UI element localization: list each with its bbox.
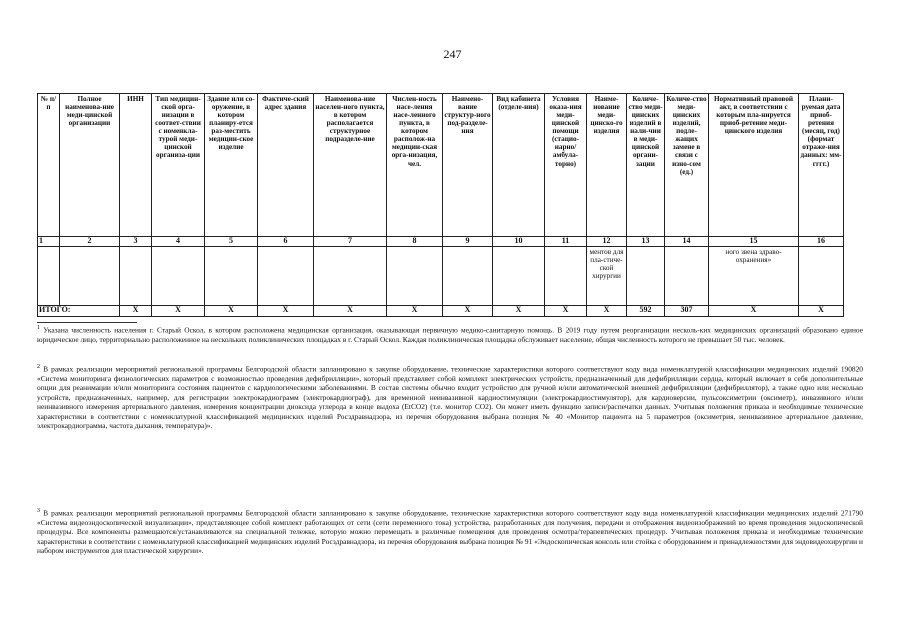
total-x: Х	[205, 305, 258, 316]
column-number: 9	[443, 237, 493, 247]
table-cell	[387, 246, 443, 305]
header-cell: Вид кабинета (отделе-ния)	[493, 94, 545, 237]
header-cell: № п/п	[38, 94, 60, 237]
column-number: 10	[493, 237, 545, 247]
footnote-1-text: Указана численность населения г. Старый Оскол, в котором расположена медицинская организация, оказывающая первичную медико-санитарную помощь. В 2019 году путем реорганизации несколь-ких медицинских организаций образовано единое юридическое лицо, территориально расположенное на нескольких поликлинических площадках в г. Старый Оскол. Каждая поликлиническая площадка обслуживает население, общая численность которого не превышает 50 тыс. человек.	[37, 325, 863, 344]
table-cell	[493, 246, 545, 305]
table-header-row	[38, 94, 844, 237]
footnote-3	[37, 508, 863, 556]
legal-act-cell: ного звена здраво-охранения»	[709, 246, 799, 305]
total-x: Х	[120, 305, 152, 316]
header-cell: Полное наименова-ние меди-цинской организации	[60, 94, 120, 237]
total-x: Х	[799, 305, 844, 316]
footnote-1-mark: 1	[37, 325, 40, 331]
table-cell	[314, 246, 387, 305]
column-number: 1	[38, 237, 60, 247]
footnote-2	[37, 364, 863, 431]
header-cell: Фактиче-ский адрес здания	[258, 94, 314, 237]
total-x: Х	[709, 305, 799, 316]
header-cell: Числен-ность насе-ления насе-ленного пункта, в котором располож-на медицин-ская орга-низация, чел.	[387, 94, 443, 237]
total-x: Х	[493, 305, 545, 316]
total-x: Х	[314, 305, 387, 316]
total-x: Х	[443, 305, 493, 316]
table-cell	[799, 246, 844, 305]
column-number: 3	[120, 237, 152, 247]
column-number: 6	[258, 237, 314, 247]
equipment-table	[37, 93, 844, 317]
header-cell: Количе-ство меди-цинских изделий в нали-чии в меди-цинской органи-зации	[627, 94, 665, 237]
header-cell: Количе-ство меди-цинских изделий, подле-жащих замене в связи с изно-сом (ед.)	[665, 94, 709, 237]
total-x: Х	[258, 305, 314, 316]
total-row	[38, 305, 844, 316]
total-x: Х	[387, 305, 443, 316]
table-cell	[545, 246, 587, 305]
header-cell: ИНН	[120, 94, 152, 237]
table-cell	[258, 246, 314, 305]
device-name-cell: ментов для пла-стиче-ской хирургии	[587, 246, 627, 305]
table-cell	[152, 246, 205, 305]
header-cell: Нормативный правовой акт, в соответствии с которым пла-нируется приоб-ретение меди-цинского изделия	[709, 94, 799, 237]
footnote-2-text: В рамках реализации мероприятий региональной программы Белгородской области запланировано к закупке оборудование, технические характеристики которого соответствуют коду вида номенклатурной классификации медицинских изделий 190820 «Система мониторинга физиологических параметров с возможностью проведения дефибрилляции», который представляет собой комплект электрических устройств, предназначенный для дефибрилляции сердца, который включает в себя дополнительные опции для реанимации и/или мониторинга состояния пациентов с кардиологическими заболеваниями. В состав системы обычно входит устройство для ручной и/или автоматической внешней дефибрилляции (дефибриллятор), а также одно или несколько устройств, предназначенных, например, для регистрации электрокардиограмм (электрокардиограф), для временной неинвазивной кардиостимуляции (электрокардиостимулятор), для кардиоверсии, пульсоксиметрии (оксиметр), инвазивного и/или неинвазивного измерения артериального давления, измерения концентрации диоксида углерода в конце выдоха (EtCO2) (т.е. монитор СО2). Он может иметь функцию записи/распечатки данных. Учитывая положения приказа и необходимые технические характеристики в соответствии с номенклатурной классификацией медицинских изделий Росздравнадзора, из перечня оборудования выбрана позиция № 40 «Монитор пациента на 5 параметров (оксиметрия, неинвазивное артериальное давление, электрокардиограмма, частота дыхания, температура)».	[37, 364, 863, 431]
table-cell	[443, 246, 493, 305]
total-col13: 592	[627, 305, 665, 316]
header-cell: Наименова-ние населен-ного пункта, в котором располагается структурное подразделе-ние	[314, 94, 387, 237]
header-cell: Здание или со-оружение, в котором планиру-ется раз-местить медицин-ское изделие	[205, 94, 258, 237]
total-x: Х	[587, 305, 627, 316]
table-cell	[627, 246, 665, 305]
table-cell	[120, 246, 152, 305]
total-col14: 307	[665, 305, 709, 316]
column-number: 14	[665, 237, 709, 247]
column-number: 4	[152, 237, 205, 247]
column-number-row	[38, 237, 844, 247]
footnote-3-text: В рамках реализации мероприятий региональной программы Белгородской области запланировано к закупке оборудование, технические характеристики которого соответствуют коду вида номенклатурной классификации медицинских изделий 271790 «Система видеоэндоскопической визуализации», представляющее собой комплект работающих от сети (сети переменного тока) устройства, разработанных для получения, передачи и отображения видеоизображений во время проведения эндоскопической процедуры. Все компоненты размещаются/устанавливаются на специальной тележке, которую можно перемещать в различные помещения для проведения осмотра/терапевтических процедур. Учитывая положения приказа и необходимые технические характеристики в соответствии с номенклатурной классификацией медицинских изделий Росздравнадзора, из перечня оборудования выбрана позиция № 91 «Эндоскопическая консоль или стойка с оборудованием и принадлежностями для эндовидеохирургии и набором инструментов для пластической хирургии».	[37, 508, 863, 556]
column-number: 16	[799, 237, 844, 247]
column-number: 7	[314, 237, 387, 247]
footnote-2-mark: 2	[37, 364, 40, 370]
table-row	[38, 246, 844, 305]
column-number: 8	[387, 237, 443, 247]
header-cell: Тип медицин-ской орга-низации в соответ-ствии с номенкла-турой меди-цинской организа-ции	[152, 94, 205, 237]
header-cell: Плани-руемая дата приоб-ретения (месяц, год) (формат отраже-ния данных: мм-гггг.)	[799, 94, 844, 237]
header-cell: Наиме-нование меди-цинско-го изделия	[587, 94, 627, 237]
table-cell	[60, 246, 120, 305]
header-cell: Наимено-вание структур-ного под-разделе-ния	[443, 94, 493, 237]
page-number: 247	[443, 47, 462, 61]
total-label: ИТОГО:	[38, 305, 120, 316]
table-cell	[665, 246, 709, 305]
column-number: 11	[545, 237, 587, 247]
column-number: 13	[627, 237, 665, 247]
column-number: 2	[60, 237, 120, 247]
column-number: 12	[587, 237, 627, 247]
footnote-1	[37, 325, 863, 344]
table-cell	[38, 246, 60, 305]
column-number: 5	[205, 237, 258, 247]
footnote-separator	[37, 322, 137, 323]
table-cell	[205, 246, 258, 305]
total-x: Х	[152, 305, 205, 316]
footnote-3-mark: 3	[37, 508, 40, 514]
total-x: Х	[545, 305, 587, 316]
column-number: 15	[709, 237, 799, 247]
header-cell: Условия оказа-ния меди-цинской помощи (стацио-нарно/ амбула-торно)	[545, 94, 587, 237]
